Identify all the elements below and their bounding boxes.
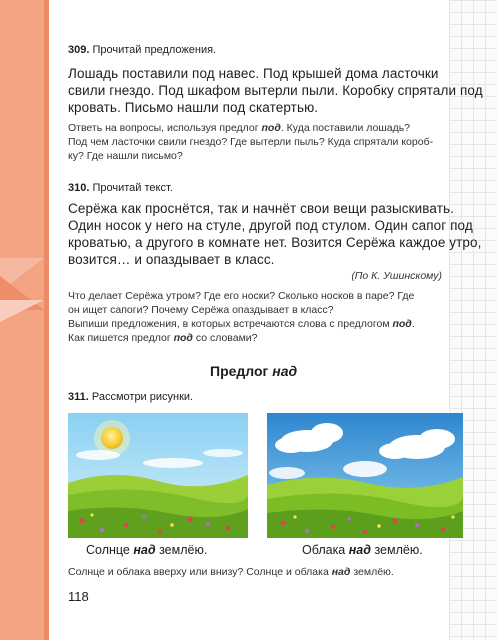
sun-over-field-illustration (68, 413, 248, 538)
exercise-309-text-line: Лошадь поставили под навес. Под крышей дома ласточки (68, 66, 439, 81)
caption-clouds (302, 543, 423, 557)
caption-text: Солнце (86, 543, 130, 557)
clouds-over-field-illustration (267, 413, 463, 538)
exercise-310-text-line: кроватью, а другого в комнате нет. Возится Серёжа каждое утро, (68, 235, 482, 250)
exercise-309-question-line: Под чем ласточки свили гнездо? Где вытерли пыль? Куда спрятали короб- (68, 136, 434, 148)
exercise-310-question-line: Что делает Серёжа утром? Где его носки? Сколько носков в паре? Где (68, 290, 415, 302)
highlighted-preposition: над (331, 566, 351, 578)
heading-text: Предлог (210, 363, 269, 379)
highlighted-preposition: под (173, 332, 193, 344)
question-text: . Куда поставили лошадь? (280, 122, 411, 134)
exercise-309-question-line: ку? Где нашли письмо? (68, 150, 183, 162)
question-text: Как пишется предлог (68, 332, 171, 344)
sun-field-image (68, 413, 248, 538)
exercise-310-text-line: Серёжа как проснётся, так и начнёт свои вещи разыскивать. (68, 201, 454, 216)
question-text: со словами? (195, 332, 258, 344)
exercise-309-question-line (68, 122, 410, 134)
left-margin-stripe (44, 0, 49, 640)
exercise-instruction: Прочитай предложения. (92, 44, 217, 56)
exercise-309-text-line: свили гнездо. Под шкафом вытерли пыли. Коробку спрятали под (68, 83, 483, 98)
exercise-309-text-line: кровать. Письмо нашли под скатертью. (68, 100, 319, 115)
exercise-309-header (68, 44, 216, 56)
question-text: . (411, 318, 415, 330)
caption-sun (86, 543, 207, 557)
heading-preposition: над (272, 363, 298, 379)
caption-text: землёю. (159, 543, 208, 557)
exercise-310-text-line: возится… и опаздывает в класс. (68, 252, 275, 267)
caption-text: Облака (302, 543, 346, 557)
exercise-311-question (68, 566, 394, 578)
exercise-instruction: Прочитай текст. (92, 182, 173, 194)
question-text: Выпиши предложения, в которых встречаются слова с предлогом (68, 318, 390, 330)
exercise-310-question-line: он ищет сапоги? Почему Серёжа опаздывает в класс? (68, 304, 334, 316)
question-text: Ответь на вопросы, используя предлог (68, 122, 259, 134)
highlighted-preposition: под (392, 318, 412, 330)
question-text: Солнце и облака вверху или внизу? Солнце и облака (68, 566, 329, 578)
caption-text: землёю. (374, 543, 423, 557)
exercise-number: 309. (68, 44, 90, 56)
text-source: (По К. Ушинскому) (351, 270, 442, 282)
question-text: землёю. (353, 566, 394, 578)
exercise-310-question-line (68, 332, 258, 344)
page-number: 118 (68, 589, 89, 604)
clouds-field-image (267, 413, 463, 538)
exercise-instruction: Рассмотри рисунки. (91, 391, 194, 403)
exercise-310-text-line: Один носок у него на стуле, другой под стулом. Один сапог под (68, 218, 473, 233)
highlighted-preposition: под (261, 122, 281, 134)
exercise-311-header (68, 391, 193, 403)
highlighted-preposition: над (133, 543, 156, 557)
highlighted-preposition: над (348, 543, 371, 557)
margin-triangle (0, 300, 44, 322)
exercise-310-question-line (68, 318, 415, 330)
exercise-number: 310. (68, 182, 90, 194)
exercise-number: 311. (68, 391, 89, 403)
exercise-310-header (68, 182, 173, 194)
section-heading (210, 363, 297, 379)
